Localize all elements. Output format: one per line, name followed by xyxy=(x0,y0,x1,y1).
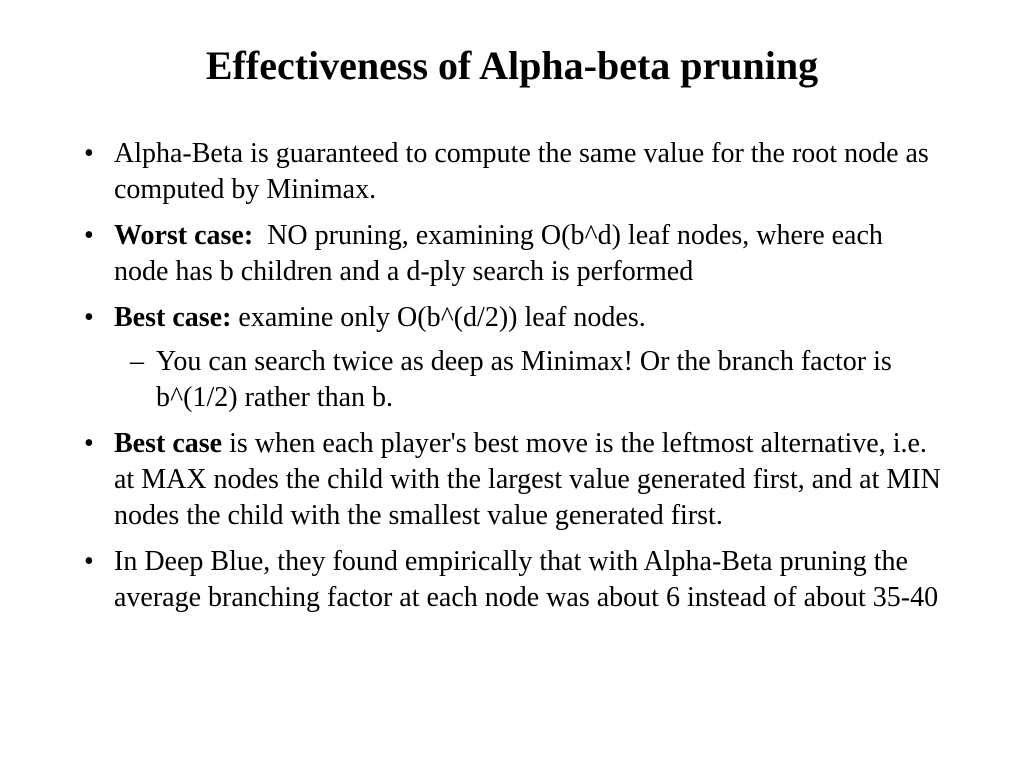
bullet-worst-case xyxy=(84,218,944,290)
bullet-marker: • xyxy=(84,138,94,169)
bullet-marker: • xyxy=(84,428,94,459)
slide-title: Effectiveness of Alpha-beta pruning xyxy=(205,43,819,88)
sub-bullet-text: You can search twice as deep as Minimax! Or the branch factor is b^(1/2) rather than b. xyxy=(156,346,892,413)
bullet-deep-blue xyxy=(84,544,944,616)
sub-bullet-marker: – xyxy=(130,346,144,377)
bullet-marker: • xyxy=(84,302,94,333)
bullet-best-case-definition xyxy=(84,426,948,534)
bullet-text: examine only O(b^(d/2)) leaf nodes. xyxy=(231,302,646,333)
sub-bullet-list xyxy=(114,344,944,416)
bullet-marker: • xyxy=(84,220,94,251)
bullet-text: is when each player's best move is the leftmost alternative, i.e. at MAX nodes the child with the largest value generated first, and at MIN nodes the child with the smallest value generated first. xyxy=(114,428,948,531)
bullet-text: Alpha-Beta is guaranteed to compute the same value for the root node as computed by Minimax. xyxy=(114,138,929,205)
bullet-guarantee xyxy=(84,136,944,208)
bullet-text: NO pruning, examining O(b^d) leaf nodes, where each node has b children and a d-ply search is performed xyxy=(114,220,890,287)
bullet-text: In Deep Blue, they found empirically that with Alpha-Beta pruning the average branching factor at each node was about 6 instead of about 35-40 xyxy=(114,546,939,613)
bullet-best-case xyxy=(84,300,944,416)
bullet-lead: Best case xyxy=(114,428,223,459)
sub-bullet-twice-deep xyxy=(130,344,944,416)
bullet-list xyxy=(84,136,948,626)
bullet-lead: Worst case: xyxy=(114,220,254,251)
bullet-lead: Best case: xyxy=(114,302,232,333)
bullet-marker: • xyxy=(84,546,94,577)
